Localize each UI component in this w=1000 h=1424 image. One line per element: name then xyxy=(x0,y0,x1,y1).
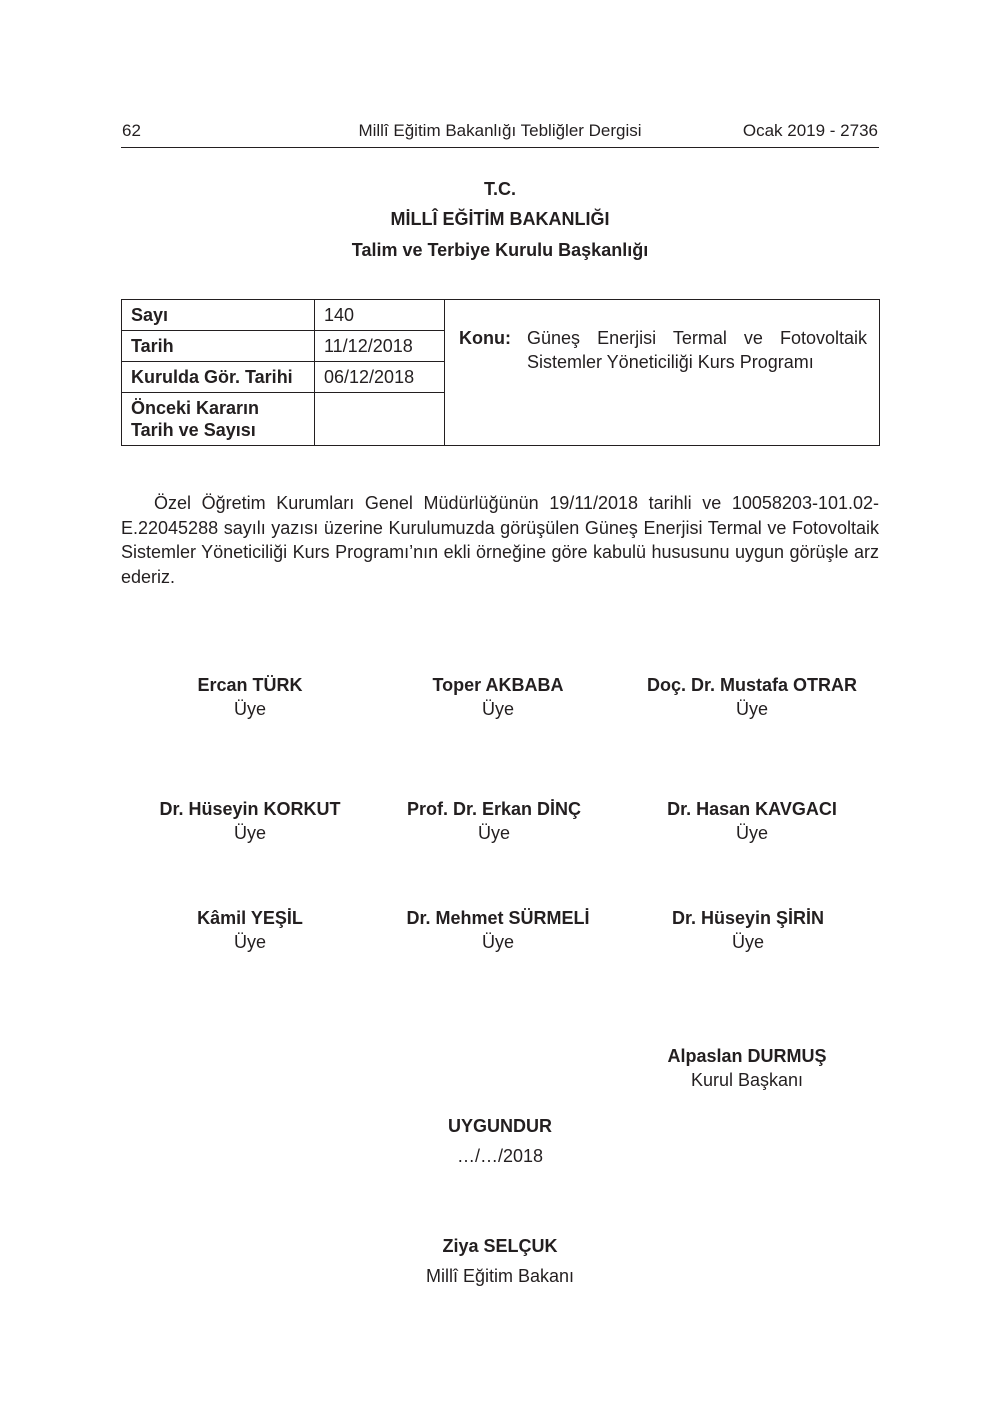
signatory-role: Üye xyxy=(233,823,266,843)
subject-line-2: Sistemler Yöneticiliği Kurs Programı xyxy=(526,352,814,372)
approval-label: UYGUNDUR xyxy=(447,1116,552,1136)
minister-signature-block xyxy=(360,1234,640,1288)
signatory-role: Üye xyxy=(735,699,768,719)
minister-name: Ziya SELÇUK xyxy=(442,1236,558,1256)
chair-signature-block xyxy=(607,1044,887,1092)
subject-text xyxy=(527,326,867,374)
ref-label-sayi: Sayı xyxy=(122,300,315,331)
signatory-name: Ercan TÜRK xyxy=(197,675,303,695)
reference-table xyxy=(121,299,880,446)
signatory-role: Üye xyxy=(233,932,266,952)
ref-label-kurulda: Kurulda Gör. Tarihi xyxy=(122,362,315,393)
signature-block xyxy=(110,673,390,721)
signatory-role: Üye xyxy=(477,823,510,843)
signature-block xyxy=(110,797,390,845)
signature-block xyxy=(358,906,638,954)
table-row xyxy=(122,300,880,331)
signatory-role: Üye xyxy=(735,823,768,843)
signatory-name: Kâmil YEŞİL xyxy=(197,908,303,928)
signature-block xyxy=(608,906,888,954)
signature-block xyxy=(354,797,634,845)
signature-block xyxy=(612,673,892,721)
page-number: 62 xyxy=(122,121,141,140)
letterhead-board: Talim ve Terbiye Kurulu Başkanlığı xyxy=(351,240,649,260)
subject-cell xyxy=(445,300,880,446)
journal-title: Millî Eğitim Bakanlığı Tebliğler Dergisi xyxy=(358,121,642,140)
letterhead-ministry: MİLLÎ EĞİTİM BAKANLIĞI xyxy=(390,209,610,229)
ref-value-tarih: 11/12/2018 xyxy=(315,331,445,362)
subject-label: Konu: xyxy=(459,328,511,348)
signatory-name: Dr. Hüseyin KORKUT xyxy=(159,799,341,819)
body-paragraph: Özel Öğretim Kurumları Genel Müdürlüğünün 19/11/2018 tarihli ve 10058203-101.02-E.22045288 sayılı yazısı üzerine Kurulumuzda görüşülen Güneş Enerjisi Termal ve Fotovoltaik Sistemler Yöneticiliği Kurs Programı’nın ekli örneğine göre kabulü hususunu uygun görüşle arz ederiz. xyxy=(121,493,879,587)
ref-value-sayi: 140 xyxy=(315,300,445,331)
ref-label-onceki-line2: Tarih ve Sayısı xyxy=(131,420,256,440)
signature-block xyxy=(110,906,390,954)
ref-value-kurulda: 06/12/2018 xyxy=(315,362,445,393)
signatory-name: Toper AKBABA xyxy=(432,675,564,695)
signatory-role: Üye xyxy=(731,932,764,952)
issue-label: Ocak 2019 - 2736 xyxy=(742,121,878,140)
signature-block xyxy=(612,797,892,845)
ref-label-tarih: Tarih xyxy=(122,331,315,362)
signatory-role: Üye xyxy=(233,699,266,719)
approval-date: …/…/2018 xyxy=(456,1146,544,1166)
subject-line-1: Güneş Enerjisi Termal ve Fotovoltaik xyxy=(526,328,867,348)
ref-value-onceki xyxy=(315,393,445,446)
minister-title: Millî Eğitim Bakanı xyxy=(425,1266,575,1286)
ref-label-onceki xyxy=(122,393,315,446)
signature-block xyxy=(358,673,638,721)
signatory-role: Üye xyxy=(481,699,514,719)
signatory-name: Dr. Hüseyin ŞİRİN xyxy=(671,908,825,928)
header-rule xyxy=(121,147,879,148)
letterhead-tc: T.C. xyxy=(483,179,516,199)
chair-role: Kurul Başkanı xyxy=(690,1070,804,1090)
signatory-name: Dr. Hasan KAVGACI xyxy=(667,799,837,819)
signatory-name: Doç. Dr. Mustafa OTRAR xyxy=(646,675,858,695)
approval-block xyxy=(360,1114,640,1168)
signatory-role: Üye xyxy=(481,932,514,952)
ref-label-onceki-line1: Önceki Kararın xyxy=(131,398,260,418)
signatory-name: Dr. Mehmet SÜRMELİ xyxy=(406,908,590,928)
signatory-name: Prof. Dr. Erkan DİNÇ xyxy=(406,799,582,819)
chair-name: Alpaslan DURMUŞ xyxy=(667,1046,827,1066)
